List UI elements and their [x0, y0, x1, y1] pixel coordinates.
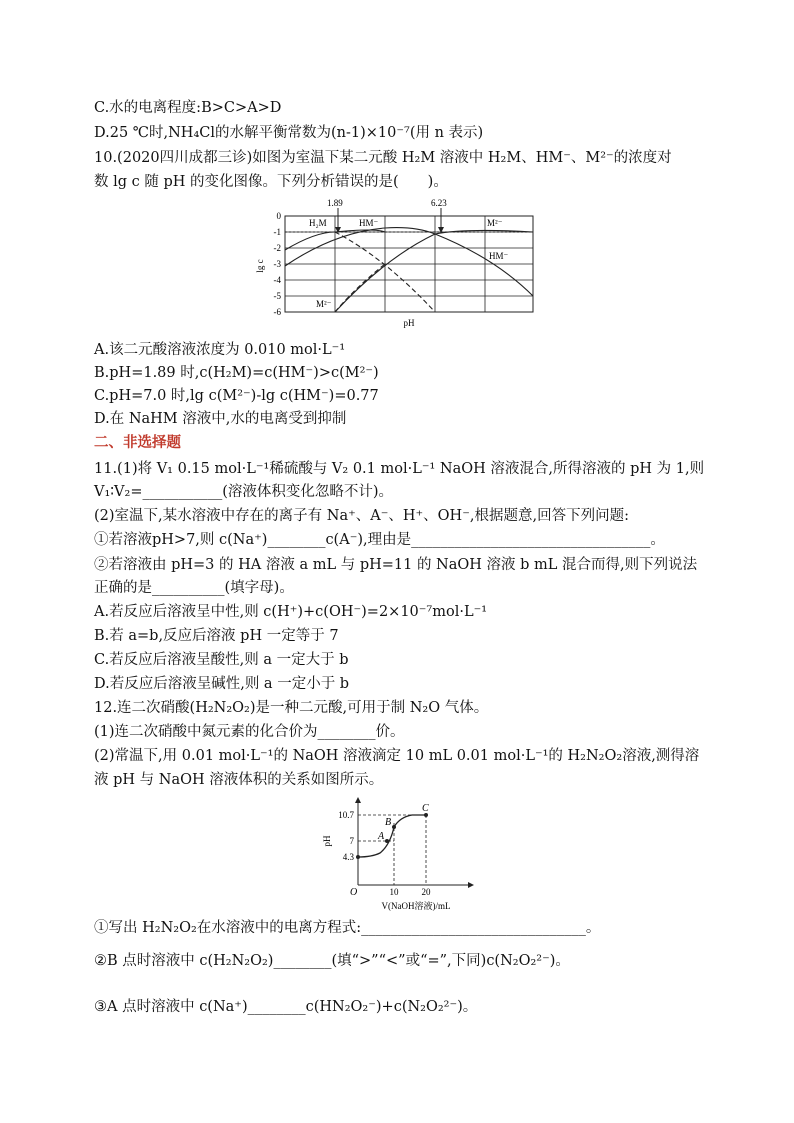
question-12-2-1: ①写出 H₂N₂O₂在水溶液中的电离方程式:_______________________________。 [94, 920, 601, 936]
option-c: C.pH=7.0 时,lg c(M²⁻)-lg c(HM⁻)=0.77 [94, 388, 379, 404]
chart-lgc-vs-ph [255, 198, 545, 328]
label-h2m: H₂M [309, 218, 327, 228]
question-11-2-2-cont: 正确的是__________(填字母)。 [94, 580, 294, 596]
ytick: -1 [273, 227, 281, 237]
question-11-2: (2)室温下,某水溶液中存在的离子有 Na⁺、A⁻、H⁺、OH⁻,根据题意,回答下列问题: [94, 508, 629, 524]
x-axis-label: V(NaOH溶液)/mL [381, 901, 451, 911]
option-c-prev: C.水的电离程度:B>C>A>D [94, 100, 282, 116]
option-a: A.该二元酸溶液浓度为 0.010 mol·L⁻¹ [94, 342, 346, 358]
ytick: -5 [273, 291, 281, 301]
option-d-prev: D.25 ℃时,NH₄Cl的水解平衡常数为(n-1)×10⁻⁷(用 n 表示) [94, 125, 484, 141]
option-11-b: B.若 a=b,反应后溶液 pH 一定等于 7 [94, 628, 339, 644]
annotation-6-23: 6.23 [431, 198, 447, 208]
ytick: 0 [276, 211, 281, 221]
ytick: -2 [273, 243, 281, 253]
xtick: 10 [389, 887, 399, 897]
label-hm-left: HM⁻ [359, 218, 379, 228]
question-12-stem: 12.连二次硝酸(H₂N₂O₂)是一种二元酸,可用于制 N₂O 气体。 [94, 700, 489, 716]
ytick: -3 [273, 259, 281, 269]
y-axis-label: pH [322, 835, 332, 847]
y-axis-label: lg c [255, 259, 265, 273]
option-b: B.pH=1.89 时,c(H₂M)=c(HM⁻)>c(M²⁻) [94, 365, 379, 381]
question-12-2-2: ②B 点时溶液中 c(H₂N₂O₂)________(填“>”“<”或“=”,下同)c(N₂O₂²⁻)。 [94, 953, 570, 969]
question-11-2-1: ①若溶液pH>7,则 c(Na⁺)________c(A⁻),理由是_________________________________。 [94, 532, 665, 548]
question-11-stem: 11.(1)将 V₁ 0.15 mol·L⁻¹稀硫酸与 V₂ 0.1 mol·L⁻¹ NaOH 溶液混合,所得溶液的 pH 为 1,则 [94, 461, 705, 477]
ytick: 7 [349, 836, 354, 846]
question-12-2-3: ③A 点时溶液中 c(Na⁺)________c(HN₂O₂⁻)+c(N₂O₂²⁻)。 [94, 999, 478, 1015]
chart-ph-vs-volume [320, 797, 480, 915]
question-12-2-cont: 液 pH 与 NaOH 溶液体积的关系如图所示。 [94, 772, 384, 788]
point-c: C [422, 803, 429, 814]
ytick: -6 [273, 307, 281, 317]
point-b: B [385, 817, 392, 828]
ytick: 10.7 [338, 810, 354, 820]
label-m2-high: M²⁻ [487, 218, 503, 228]
x-axis-label: pH [403, 318, 415, 328]
point-a: A [378, 831, 385, 842]
question-10-stem-cont: 数 lg c 随 pH 的变化图像。下列分析错误的是( )。 [94, 174, 448, 190]
question-11-blank: V₁∶V₂=___________(溶液体积变化忽略不计)。 [94, 484, 394, 500]
label-hm-right: HM⁻ [489, 251, 509, 261]
question-10-stem: 10.(2020四川成都三诊)如图为室温下某二元酸 H₂M 溶液中 H₂M、HM⁻、M²⁻的浓度对 [94, 150, 672, 166]
question-11-2-2: ②若溶液由 pH=3 的 HA 溶液 a mL 与 pH=11 的 NaOH 溶液 b mL 混合而得,则下列说法 [94, 557, 698, 573]
label-m2-low: M²⁻ [316, 299, 332, 309]
option-11-a: A.若反应后溶液呈中性,则 c(H⁺)+c(OH⁻)=2×10⁻⁷mol·L⁻¹ [94, 604, 488, 620]
option-11-c: C.若反应后溶液呈酸性,则 a 一定大于 b [94, 652, 349, 668]
ytick: -4 [273, 275, 281, 285]
ytick: 4.3 [342, 852, 354, 862]
section-heading: 二、非选择题 [94, 435, 181, 451]
xtick: 20 [421, 887, 431, 897]
option-11-d: D.若反应后溶液呈碱性,则 a 一定小于 b [94, 676, 350, 692]
annotation-1-89: 1.89 [327, 198, 343, 208]
origin-label: O [350, 887, 358, 898]
option-d: D.在 NaHM 溶液中,水的电离受到抑制 [94, 411, 347, 427]
question-12-2: (2)常温下,用 0.01 mol·L⁻¹的 NaOH 溶液滴定 10 mL 0.01 mol·L⁻¹的 H₂N₂O₂溶液,测得溶 [94, 748, 700, 764]
question-12-1: (1)连二次硝酸中氮元素的化合价为________价。 [94, 724, 405, 740]
